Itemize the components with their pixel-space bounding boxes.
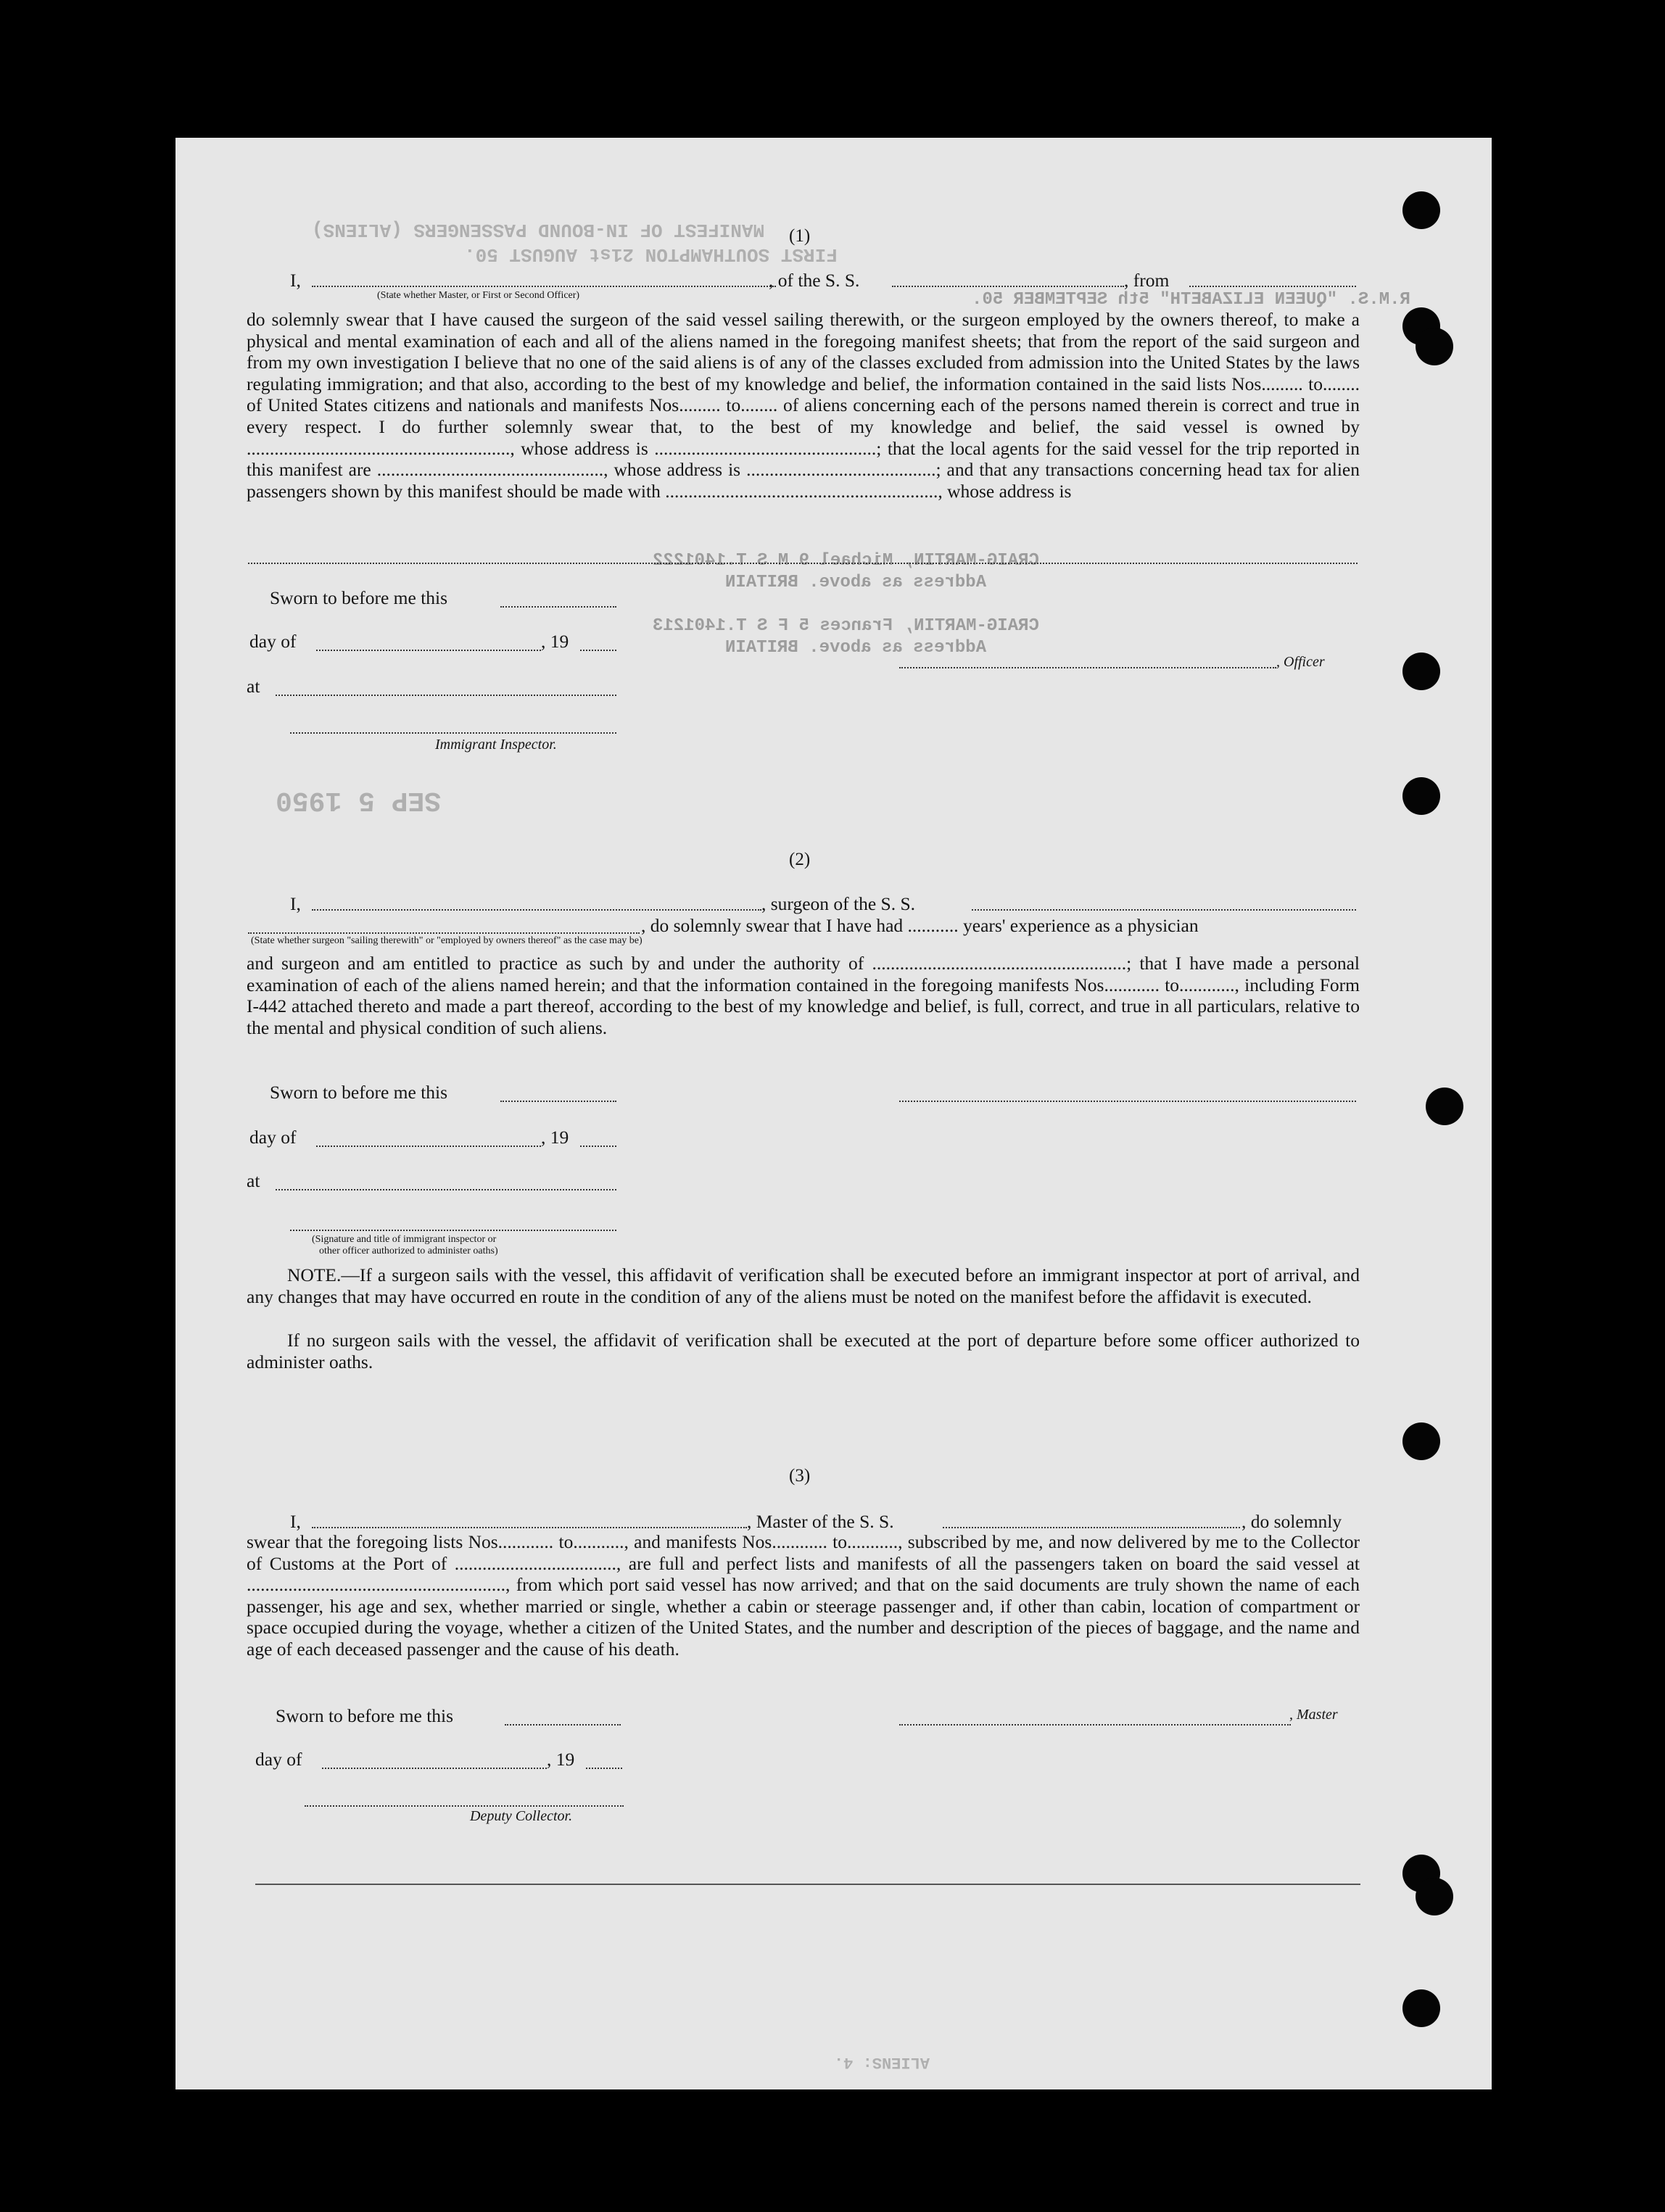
section-2-number: (2) — [789, 850, 811, 869]
section-1-ss-label: , of the S. S. — [769, 270, 860, 291]
immigrant-inspector-label: Immigrant Inspector. — [435, 737, 557, 753]
punch-hole — [1416, 1878, 1453, 1915]
surgeon-name-field[interactable] — [312, 909, 761, 911]
vessel-name-field[interactable] — [892, 286, 1124, 287]
day-of-label-3: day of — [255, 1749, 302, 1770]
at-label-1: at — [247, 676, 260, 697]
section-3-number: (3) — [789, 1466, 811, 1486]
day-of-label-1: day of — [249, 631, 297, 652]
year-label-1: , 19 — [541, 631, 569, 652]
place-field-1[interactable] — [276, 695, 616, 696]
day-of-label-2: day of — [249, 1127, 297, 1148]
year-label-3: , 19 — [547, 1749, 575, 1770]
address-field[interactable] — [248, 563, 1358, 564]
from-port-field[interactable] — [1189, 286, 1356, 287]
section-3-i: I, — [290, 1511, 301, 1532]
master-label: , Master — [1289, 1707, 1338, 1723]
surgeon-vessel-field[interactable] — [972, 909, 1356, 911]
surgeon-status-note: (State whether surgeon "sailing therewith" or "employed by owners thereof" as the case may be) — [251, 935, 643, 946]
section-1-number: (1) — [789, 226, 811, 246]
sworn-label-2: Sworn to before me this — [270, 1082, 448, 1103]
bleedthrough-route: FIRST SOUTHAMPTON 21st AUGUST 50. — [464, 244, 838, 265]
punch-hole — [1416, 328, 1453, 365]
bleedthrough-stamp-date: SEP 5 1950 — [276, 784, 442, 816]
do-solemnly-label: , do solemnly — [1241, 1511, 1342, 1532]
master-signature-field[interactable] — [899, 1724, 1291, 1726]
bleedthrough-passenger-2: CRAIG-MARTIN, Frances 5 F S T.1401213 — [653, 616, 1039, 636]
surgeon-status-field[interactable] — [248, 932, 640, 934]
section-1-oath-text: do solemnly swear that I have caused the surgeon of the said vessel sailing therewith, or the surgeon employed by the owners thereof, to make a physical and mental examination of each and all of the aliens named in the foregoing manifest sheets; that from the report of the said surgeon and from my own investigation I believe that no one of the said aliens is of any of the classes excluded from admission into the United States by the laws regulating immigration; and that also, according to the best of my knowledge and belief, the information contained in the said lists Nos......... to........ of United States citizens and nationals and manifests Nos......... to........ of aliens concerning each of the persons named therein is correct and true in every respect. I do further solemnly swear that, to the best of my knowledge and belief, the said vessel is owned by ........................................................., whose address is ................................................; that the local agents for the said vessel for the trip reported in this manifest are ................................................., whose address is .........................................; and that any transactions concerning head tax for alien passengers shown by this manifest should be made with ..........................................................., whose address is — [247, 309, 1360, 502]
sworn-label-1: Sworn to before me this — [270, 587, 448, 608]
bleedthrough-address-2: Address as above. BRITAIN — [725, 638, 987, 658]
master-ss-label: , Master of the S. S. — [747, 1511, 894, 1532]
surgeon-ss-label: , surgeon of the S. S. — [761, 893, 916, 914]
official-signature-field[interactable] — [290, 1230, 616, 1231]
sworn-date-field-3[interactable] — [505, 1724, 621, 1726]
section-2-oath-text: and surgeon and am entitled to practice as such by and under the authority of .......................................................; that I have made a personal examination of each of the aliens named herein; and that the information contained in the foregoing manifests Nos............ to............, including Form I-442 attached thereto and made a part thereof, according to the best of my knowledge and belief, is full, correct, and true in all particulars, relative to the mental and physical condition of such aliens. — [247, 953, 1360, 1038]
bottom-rule — [255, 1884, 1360, 1885]
bleedthrough-vessel: R.M.S. "QUEEN ELIZABETH" 5th SEPTEMBER 50. — [972, 290, 1410, 310]
note-paragraph-1: NOTE.—If a surgeon sails with the vessel, this affidavit of verification shall be executed before an immigrant inspector at port of arrival, and any changes that may have occurred en route in the condition of any of the aliens must be noted on the manifest before the affidavit is executed. — [247, 1264, 1360, 1307]
month-field-3[interactable] — [322, 1768, 547, 1769]
year-label-2: , 19 — [541, 1127, 569, 1148]
punch-hole — [1402, 191, 1440, 229]
deputy-collector-label: Deputy Collector. — [470, 1808, 573, 1824]
month-field-1[interactable] — [316, 650, 541, 651]
officer-label: , Officer — [1276, 654, 1325, 670]
year-field-2[interactable] — [580, 1146, 616, 1147]
sworn-date-field-2[interactable] — [500, 1101, 616, 1102]
punch-hole — [1402, 653, 1440, 690]
month-field-2[interactable] — [316, 1146, 541, 1147]
punch-hole — [1426, 1088, 1463, 1125]
section-3-oath-text: swear that the foregoing lists Nos............ to..........., and manifests Nos............ to..........., subscribed by me, and now delivered by me to the Collector of Customs at the Port of ..................................., are full and perfect lists and manifests of all the passengers taken on board the said vessel at ........................................................, from which port said vessel has now arrived; and that on the said documents are truly shown the name of each passenger, his age and sex, whether married or single, whether a cabin or steerage passenger and, if other than cabin, location of compartment or space occupied during the voyage, whether a citizen of the United States, and the number and description of the pieces of baggage, and the name and age of each deceased passenger and the cause of his death. — [247, 1531, 1360, 1660]
sworn-date-field-1[interactable] — [500, 606, 616, 608]
section-2-i: I, — [290, 893, 301, 914]
bleedthrough-address-1: Address as above. BRITAIN — [725, 573, 987, 592]
note-paragraph-2: If no surgeon sails with the vessel, the affidavit of verification shall be executed at the port of departure before some officer authorized to administer oaths. — [247, 1330, 1360, 1372]
officer-signature-field[interactable] — [899, 667, 1276, 668]
sworn-label-3: Sworn to before me this — [276, 1705, 454, 1726]
year-field-1[interactable] — [580, 650, 616, 651]
master-vessel-field[interactable] — [943, 1527, 1240, 1528]
inspector-signature-field[interactable] — [290, 732, 616, 734]
bleedthrough-header: MANIFEST OF IN-BOUND PASSENGERS (ALIENS) — [312, 219, 765, 241]
bleedthrough-passenger-1: CRAIG-MARTIN, Michael 9 M S T.1401222 — [653, 551, 1039, 571]
punch-hole — [1402, 1989, 1440, 2027]
master-name-field[interactable] — [312, 1527, 747, 1528]
section-1-i: I, — [290, 270, 301, 291]
punch-hole — [1402, 1422, 1440, 1460]
collector-signature-field[interactable] — [305, 1805, 624, 1807]
section-1-from-label: , from — [1124, 270, 1170, 291]
bleedthrough-alien-count: ALIENS: 4. — [834, 2053, 930, 2071]
surgeon-signature-field[interactable] — [899, 1101, 1356, 1102]
official-signature-note-2: other officer authorized to administer oaths) — [319, 1246, 498, 1256]
at-label-2: at — [247, 1170, 260, 1191]
year-field-3[interactable] — [586, 1768, 622, 1769]
surgeon-experience-line: , do solemnly swear that I have had ........... years' experience as a physician — [641, 915, 1199, 936]
official-signature-note-1: (Signature and title of immigrant inspector or — [312, 1234, 497, 1245]
punch-hole — [1402, 777, 1440, 815]
place-field-2[interactable] — [276, 1189, 616, 1190]
officer-name-field[interactable] — [312, 286, 776, 287]
officer-rank-note: (State whether Master, or First or Second Officer) — [377, 290, 580, 301]
